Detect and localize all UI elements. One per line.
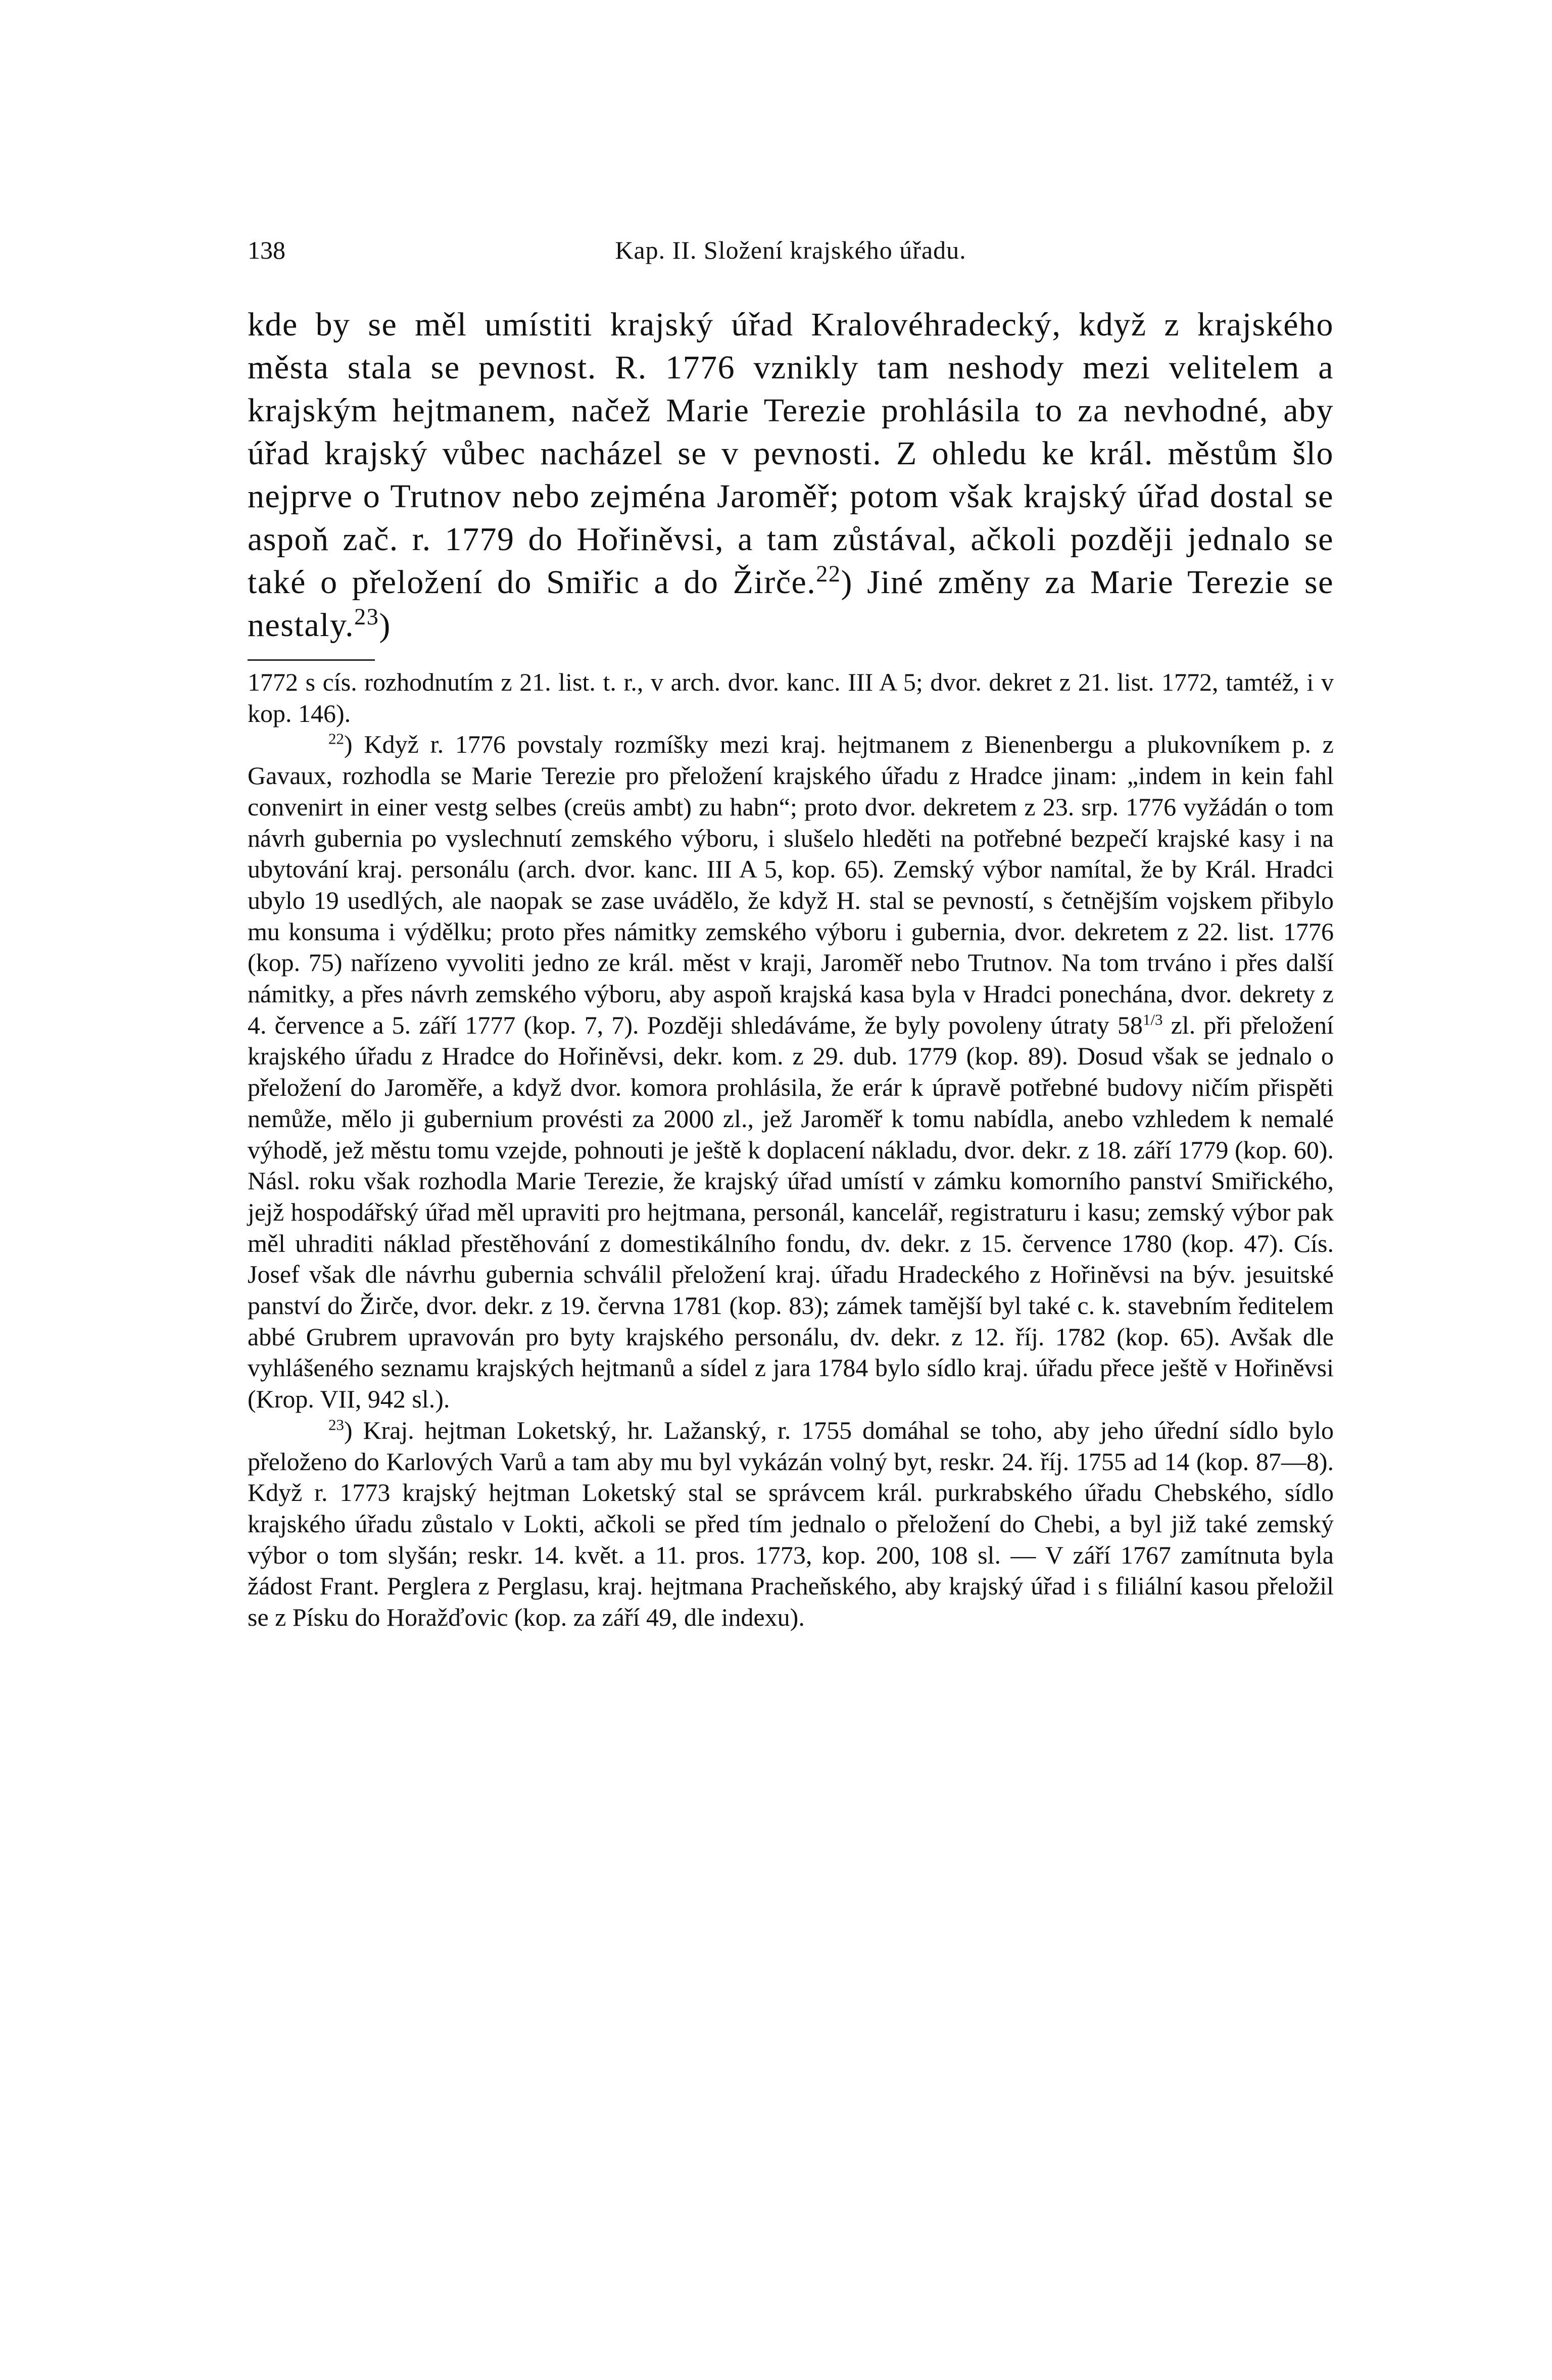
footnote-23-mark: 23 [328,1416,344,1434]
main-mid-text: ) Jiné změny za Marie Terezie se nestaly. [248,564,1334,644]
page-number: 138 [248,236,285,264]
main-text [248,303,1334,647]
footnote-22-fraction: 1/3 [1142,1010,1163,1029]
footnote-22-mark: 22 [328,730,344,748]
footnote-rule [248,659,375,661]
chapter-title: Kap. II. Složení krajského úřadu. [615,236,966,264]
footnote-ref-22: 22 [816,561,841,587]
footnote-23-text: ) Kraj. hejtman Loketský, hr. Lažanský, r. 1755 domáhal se toho, aby jeho úřední sídlo bylo přeloženo do Karlových Varů a tam aby mu byl vykázán volný byt, reskr. 24. říj. 1755 ad 14 (kop. 87—8). Když r. 1773 krajský hejtman Loketský stal se správcem král. purkrabského úřadu Chebského, sídlo krajského úřadu zůstalo v Lokti, ačkoli se před tím jednalo o přeložení do Chebi, a byl již také zemský výbor o tom slyšán; reskr. 14. květ. a 11. pros. 1773, kop. 200, 108 sl. — V září 1767 zamítnuta byla žádost Frant. Perglera z Perglasu, kraj. hejtmana Pracheňského, aby krajský úřad i s filiální kasou přeložil se z Písku do Horažďovic (kop. za září 49, dle indexu). [248,1416,1334,1632]
footnote-22 [248,729,1334,1415]
main-paragraph [248,303,1334,647]
main-body-text: kde by se měl umístiti krajský úřad Kralovéhradecký, když z krajského města stala se pevnost. R. 1776 vznikly tam neshody mezi velitelem a krajským hejtmanem, načež Marie Terezie prohlásila to za nevhodné, aby úřad krajský vůbec nacházel se v pevnosti. Z ohledu ke král. městům šlo nejprve o Trutnov nebo zejména Jaroměř; potom však krajský úřad dostal se aspoň zač. r. 1779 do Hořiněvsi, a tam zůstával, ačkoli později jednalo se také o přeložení do Smiřic a do Žirče. [248,306,1334,601]
running-head [248,230,1334,270]
footnote-22-text-b: zl. při přeložení krajského úřadu z Hradce do Hořiněvsi, dekr. kom. z 29. dub. 1779 (kop. 89). Dosud však se jednalo o přeložení do Jaroměře, a když dvor. komora prohlásila, že erár k úpravě potřebné budovy ničím přispěti nemůže, mělo ji gubernium provésti za 2000 zl., jež Jaroměř k tomu nabídla, anebo vzhledem k nemalé výhodě, jež městu tomu vzejde, pohnouti je ještě k doplacení nákladu, dvor. dekr. z 18. září 1779 (kop. 60). Násl. roku však rozhodla Marie Terezie, že krajský úřad umístí v zámku komorního panství Smiřického, jejž hospodářský úřad měl upraviti pro hejtmana, personál, kancelář, registraturu i kasu; zemský výbor pak měl uhraditi náklad přestěhování z domestikálního fondu, dv. dekr. z 15. července 1780 (kop. 47). Cís. Josef však dle návrhu gubernia schválil přeložení kraj. úřadu Hradeckého z Hořiněvsi na býv. jesuitské panství do Žirče, dvor. dekr. z 19. června 1781 (kop. 83); zámek tamější byl také c. k. stavebním ředitelem abbé Grubrem upravován pro byty krajského personálu, dv. dekr. z 12. říj. 1782 (kop. 65). Avšak dle vyhlášeného seznamu krajských hejtmanů a sídel z jara 1784 bylo sídlo kraj. úřadu přece ještě v Hořiněvsi (Krop. VII, 942 sl.). [248,1010,1334,1414]
footnote-22-text-a: ) Když r. 1776 povstaly rozmíšky mezi kraj. hejtmanem z Bienenbergu a plukovníkem p. z Gavaux, rozhodla se Marie Terezie pro přeložení krajského úřadu z Hradce jinam: „indem in kein fahl convenirt in einer vestg selbes (creüs ambt) zu habn“; proto dvor. dekretem z 23. srp. 1776 vyžádán o tom návrh gubernia po vyslechnutí zemského výboru, i slušelo hleděti na potřebné bezpečí krajské kasy i na ubytování kraj. personálu (arch. dvor. kanc. III A 5, kop. 65). Zemský výbor namítal, že by Král. Hradci ubylo 19 usedlých, ale naopak se zase uvádělo, že když H. stal se pevností, s četnějším vojskem přibylo mu konsuma i výdělku; proto přes námitky zemského výboru i gubernia, dvor. dekretem z 22. list. 1776 (kop. 75) nařízeno vyvoliti jedno ze král. měst v kraji, Jaroměř nebo Trutnov. Na tom trváno i přes další námitky, a přes návrh zemského výboru, aby aspoň krajská kasa byla v Hradci ponechána, dvor. dekrety z 4. července a 5. září 1777 (kop. 7, 7). Později shledáváme, že byly povoleny útraty 58 [248,730,1334,1039]
footnotes [248,667,1334,1633]
footnote-ref-23: 23 [354,604,379,629]
footnote-continuation [248,667,1334,729]
footnote-continuation-text: 1772 s cís. rozhodnutím z 21. list. t. r., v arch. dvor. kanc. III A 5; dvor. dekret z 21. list. 1772, tamtéž, i v kop. 146). [248,668,1334,727]
main-tail-text: ) [379,607,391,644]
footnote-23 [248,1415,1334,1633]
